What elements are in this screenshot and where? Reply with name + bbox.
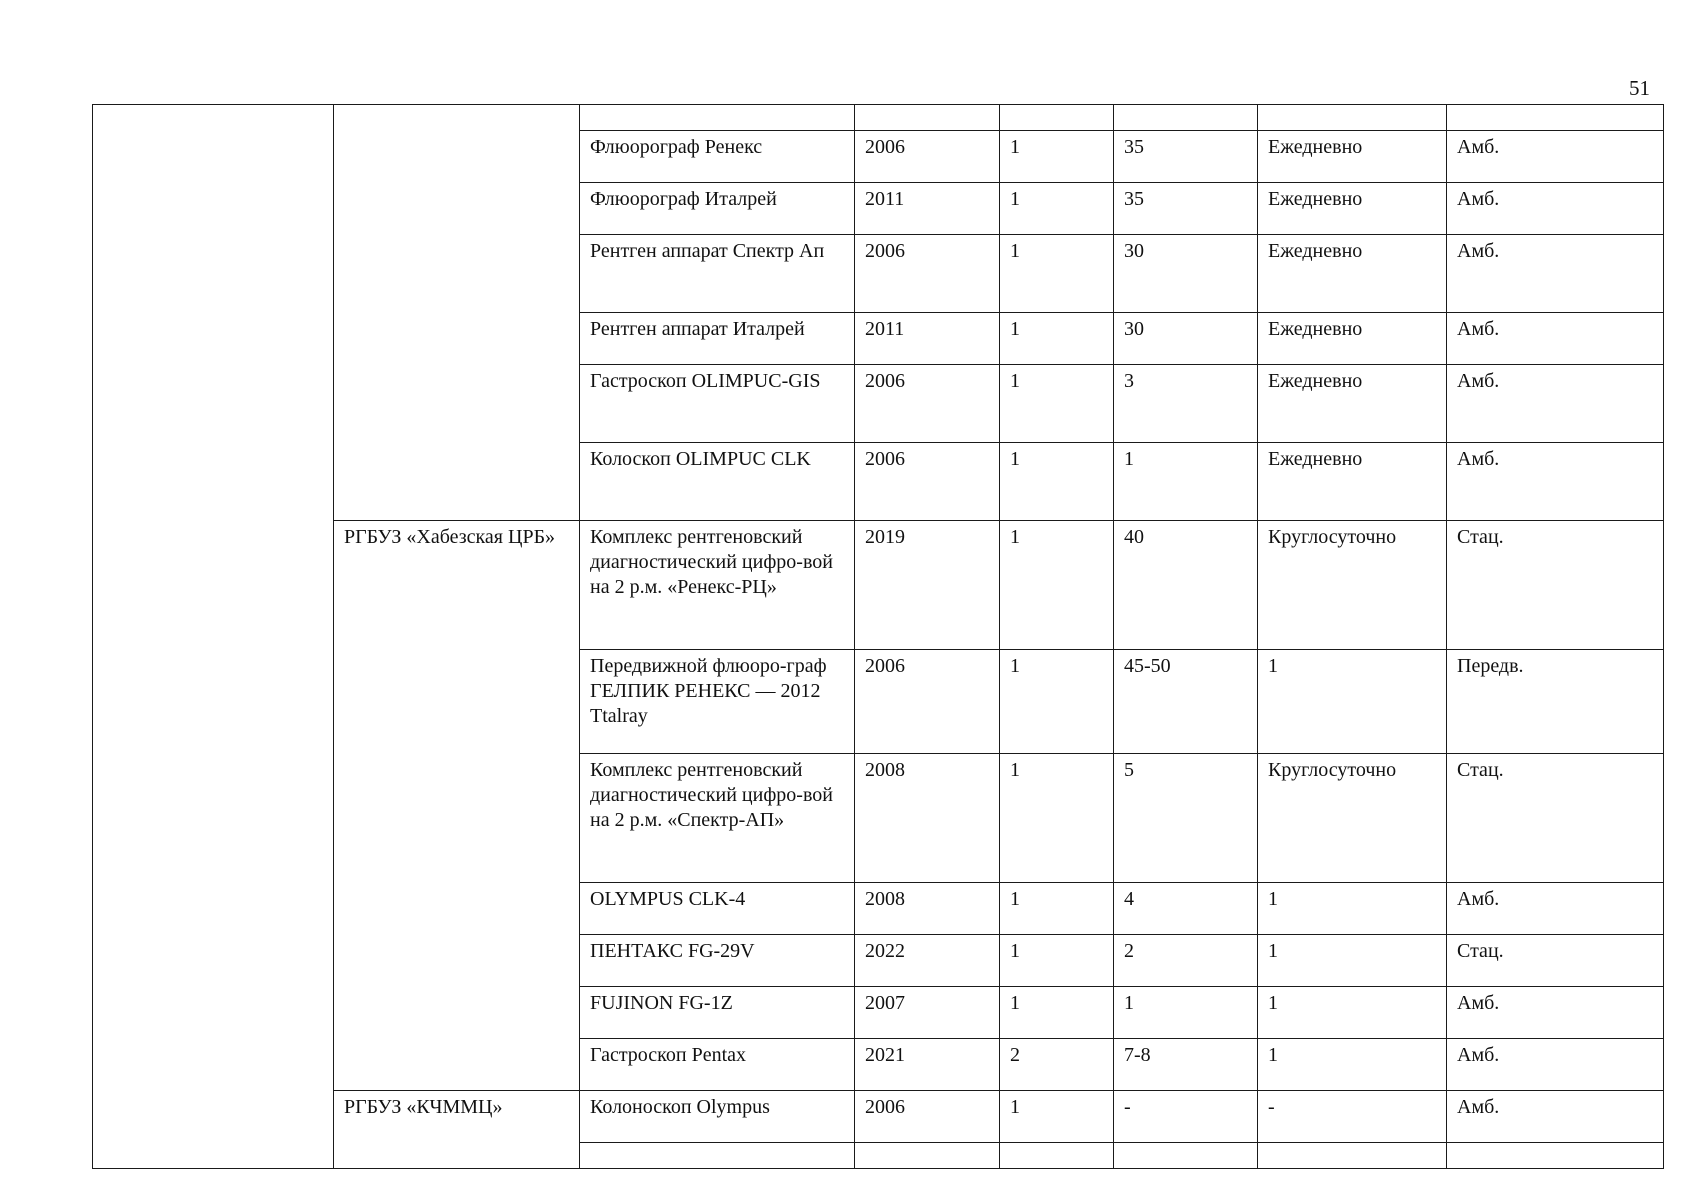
device-cell: Комплекс рентгеновский диагностический цифро-вой на 2 р.м. «Спектр-АП» <box>580 754 855 883</box>
mode-cell: Стац. <box>1447 754 1664 883</box>
device-cell: Гастроскоп Pentax <box>580 1039 855 1091</box>
qty-cell: 2 <box>1000 1039 1114 1091</box>
year-cell: 2019 <box>855 521 1000 650</box>
device-cell: Рентген аппарат Италрей <box>580 313 855 365</box>
schedule-cell <box>1258 105 1447 131</box>
capacity-cell: 4 <box>1114 883 1258 935</box>
schedule-cell: 1 <box>1258 1039 1447 1091</box>
org-cell <box>334 105 580 521</box>
schedule-cell: 1 <box>1258 987 1447 1039</box>
mode-cell: Амб. <box>1447 235 1664 313</box>
qty-cell: 1 <box>1000 235 1114 313</box>
capacity-cell: 1 <box>1114 987 1258 1039</box>
capacity-cell: 30 <box>1114 235 1258 313</box>
mode-cell: Амб. <box>1447 443 1664 521</box>
mode-cell: Стац. <box>1447 521 1664 650</box>
schedule-cell: 1 <box>1258 883 1447 935</box>
qty-cell: 1 <box>1000 131 1114 183</box>
device-cell: OLYMPUS CLK-4 <box>580 883 855 935</box>
device-cell <box>580 105 855 131</box>
qty-cell: 1 <box>1000 883 1114 935</box>
qty-cell: 1 <box>1000 313 1114 365</box>
device-cell: Флюорограф Италрей <box>580 183 855 235</box>
qty-cell <box>1000 105 1114 131</box>
schedule-cell: Ежедневно <box>1258 313 1447 365</box>
year-cell: 2006 <box>855 443 1000 521</box>
schedule-cell: Ежедневно <box>1258 235 1447 313</box>
equipment-table <box>92 104 1664 1169</box>
qty-cell: 1 <box>1000 365 1114 443</box>
qty-cell: 1 <box>1000 935 1114 987</box>
page-number: 51 <box>1629 76 1650 100</box>
schedule-cell: Ежедневно <box>1258 365 1447 443</box>
year-cell <box>855 1143 1000 1169</box>
mode-cell: Амб. <box>1447 1091 1664 1143</box>
year-cell: 2006 <box>855 1091 1000 1143</box>
device-cell: Рентген аппарат Спектр Ап <box>580 235 855 313</box>
capacity-cell: 3 <box>1114 365 1258 443</box>
capacity-cell: 5 <box>1114 754 1258 883</box>
qty-cell: 1 <box>1000 183 1114 235</box>
mode-cell: Амб. <box>1447 365 1664 443</box>
schedule-cell: 1 <box>1258 650 1447 754</box>
device-cell: Передвижной флюоро-граф ГЕЛПИК РЕНЕКС — 2012 Ttalray <box>580 650 855 754</box>
mode-cell <box>1447 105 1664 131</box>
schedule-cell: Ежедневно <box>1258 443 1447 521</box>
region-cell <box>93 105 334 1169</box>
mode-cell: Амб. <box>1447 313 1664 365</box>
year-cell: 2007 <box>855 987 1000 1039</box>
capacity-cell <box>1114 1143 1258 1169</box>
schedule-cell: - <box>1258 1091 1447 1143</box>
mode-cell <box>1447 1143 1664 1169</box>
mode-cell: Амб. <box>1447 131 1664 183</box>
year-cell: 2006 <box>855 650 1000 754</box>
org-cell: РГБУЗ «КЧММЦ» <box>334 1091 580 1169</box>
schedule-cell: Круглосуточно <box>1258 521 1447 650</box>
qty-cell: 1 <box>1000 443 1114 521</box>
capacity-cell: 35 <box>1114 131 1258 183</box>
capacity-cell: 45-50 <box>1114 650 1258 754</box>
table-row <box>93 105 1664 131</box>
device-cell <box>580 1143 855 1169</box>
device-cell: Колоскоп OLIMPUC CLK <box>580 443 855 521</box>
schedule-cell: 1 <box>1258 935 1447 987</box>
year-cell: 2008 <box>855 754 1000 883</box>
qty-cell <box>1000 1143 1114 1169</box>
capacity-cell: 40 <box>1114 521 1258 650</box>
qty-cell: 1 <box>1000 521 1114 650</box>
capacity-cell: 1 <box>1114 443 1258 521</box>
device-cell: Флюорограф Ренекс <box>580 131 855 183</box>
capacity-cell <box>1114 105 1258 131</box>
mode-cell: Амб. <box>1447 183 1664 235</box>
year-cell: 2011 <box>855 183 1000 235</box>
schedule-cell <box>1258 1143 1447 1169</box>
mode-cell: Стац. <box>1447 935 1664 987</box>
schedule-cell: Ежедневно <box>1258 131 1447 183</box>
schedule-cell: Ежедневно <box>1258 183 1447 235</box>
year-cell: 2011 <box>855 313 1000 365</box>
qty-cell: 1 <box>1000 650 1114 754</box>
year-cell: 2008 <box>855 883 1000 935</box>
mode-cell: Амб. <box>1447 987 1664 1039</box>
qty-cell: 1 <box>1000 1091 1114 1143</box>
capacity-cell: 7-8 <box>1114 1039 1258 1091</box>
device-cell: Комплекс рентгеновский диагностический цифро-вой на 2 р.м. «Ренекс-РЦ» <box>580 521 855 650</box>
year-cell: 2006 <box>855 365 1000 443</box>
year-cell: 2022 <box>855 935 1000 987</box>
mode-cell: Амб. <box>1447 883 1664 935</box>
capacity-cell: 30 <box>1114 313 1258 365</box>
year-cell: 2021 <box>855 1039 1000 1091</box>
org-cell: РГБУЗ «Хабезская ЦРБ» <box>334 521 580 1091</box>
qty-cell: 1 <box>1000 754 1114 883</box>
capacity-cell: - <box>1114 1091 1258 1143</box>
year-cell: 2006 <box>855 235 1000 313</box>
device-cell: Колоноскоп Olympus <box>580 1091 855 1143</box>
device-cell: FUJINON FG-1Z <box>580 987 855 1039</box>
device-cell: ПЕНТАКС FG-29V <box>580 935 855 987</box>
qty-cell: 1 <box>1000 987 1114 1039</box>
capacity-cell: 2 <box>1114 935 1258 987</box>
capacity-cell: 35 <box>1114 183 1258 235</box>
mode-cell: Амб. <box>1447 1039 1664 1091</box>
device-cell: Гастроскоп OLIMPUC-GIS <box>580 365 855 443</box>
year-cell: 2006 <box>855 131 1000 183</box>
schedule-cell: Круглосуточно <box>1258 754 1447 883</box>
mode-cell: Передв. <box>1447 650 1664 754</box>
year-cell <box>855 105 1000 131</box>
